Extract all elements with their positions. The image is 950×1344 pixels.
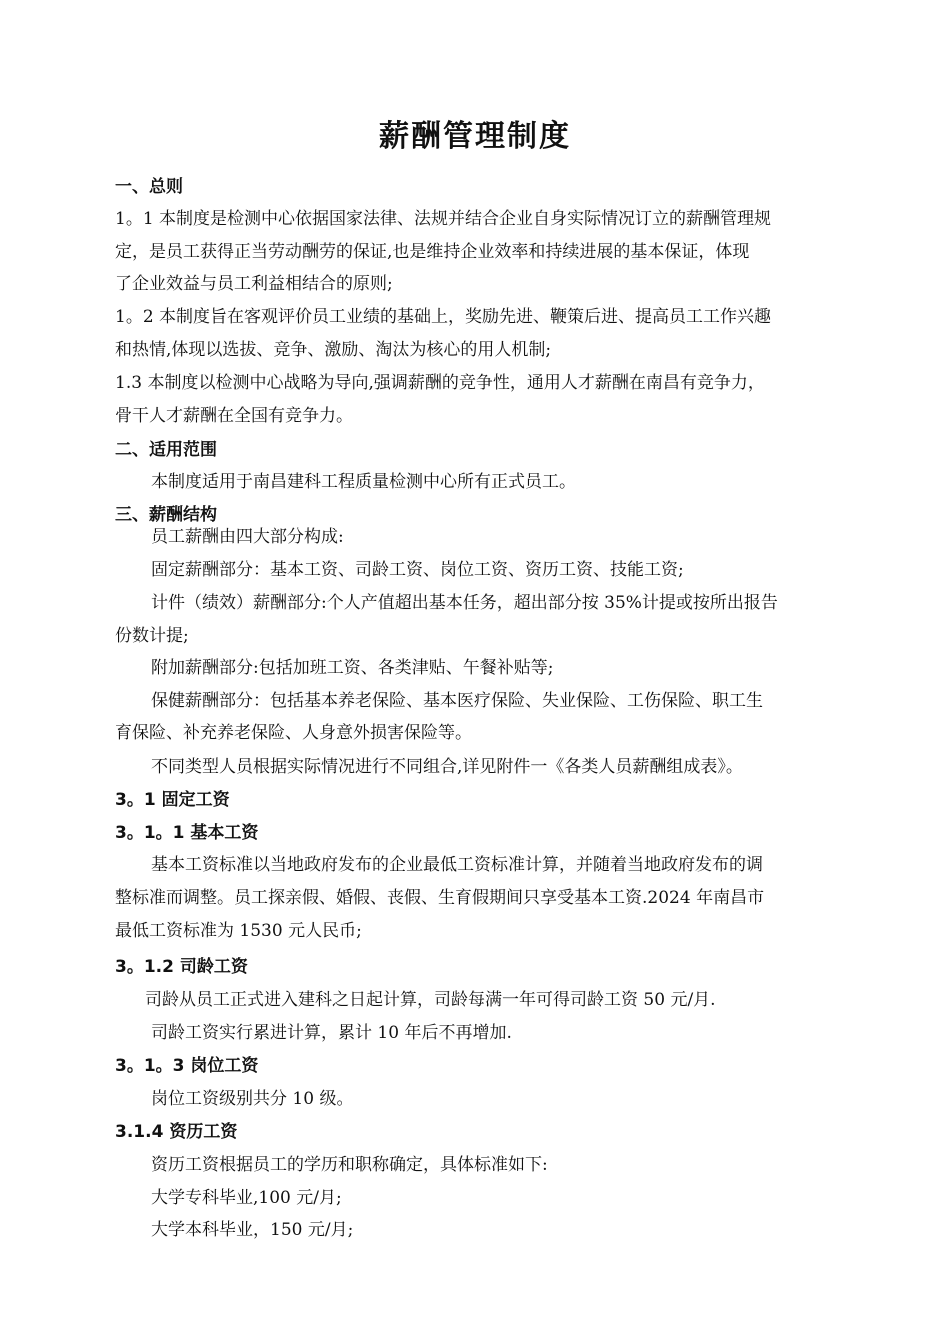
paragraph-line: 附加薪酬部分:包括加班工资、各类津贴、午餐补贴等; <box>151 658 554 678</box>
paragraph-line: 本制度适用于南昌建科工程质量检测中心所有正式员工。 <box>151 472 576 492</box>
paragraph-line: 大学本科毕业，150 元/月; <box>151 1220 354 1240</box>
paragraph-line: 司龄工资实行累进计算，累计 10 年后不再增加. <box>151 1023 512 1043</box>
paragraph-line: 最低工资标准为 1530 元人民币; <box>115 921 362 941</box>
subsection-heading-3-1-4: 3.1.4 资历工资 <box>115 1122 238 1142</box>
subsection-heading-3-1-3: 3。1。3 岗位工资 <box>115 1056 259 1076</box>
document-title: 薪酬管理制度 <box>379 119 571 154</box>
paragraph-line: 大学专科毕业,100 元/月; <box>151 1188 342 1208</box>
paragraph-line: 不同类型人员根据实际情况进行不同组合,详见附件一《各类人员薪酬组成表》。 <box>151 757 743 777</box>
subsection-heading-3-1-1: 3。1。1 基本工资 <box>115 823 259 843</box>
paragraph-line: 岗位工资级别共分 10 级。 <box>151 1089 354 1109</box>
subsection-heading-3-1: 3。1 固定工资 <box>115 790 230 810</box>
paragraph-line: 定，是员工获得正当劳动酬劳的保证,也是维持企业效率和持续进展的基本保证，体现 <box>115 242 750 262</box>
paragraph-line: 1.3 本制度以检测中心战略为导向,强调薪酬的竞争性，通用人才薪酬在南昌有竞争力， <box>115 373 765 393</box>
paragraph-line: 1。1 本制度是检测中心依据国家法律、法规并结合企业自身实际情况订立的薪酬管理规 <box>115 209 772 229</box>
section-heading-structure: 三、薪酬结构 <box>115 505 217 525</box>
paragraph-line: 保健薪酬部分：包括基本养老保险、基本医疗保险、失业保险、工伤保险、职工生 <box>151 691 763 711</box>
paragraph-line: 员工薪酬由四大部分构成: <box>151 527 344 547</box>
paragraph-line: 基本工资标准以当地政府发布的企业最低工资标准计算，并随着当地政府发布的调 <box>151 855 763 875</box>
paragraph-line: 了企业效益与员工利益相结合的原则; <box>115 274 393 294</box>
paragraph-line: 固定薪酬部分：基本工资、司龄工资、岗位工资、资历工资、技能工资; <box>151 560 684 580</box>
section-heading-scope: 二、适用范围 <box>115 440 217 460</box>
paragraph-line: 份数计提; <box>115 626 189 646</box>
paragraph-line: 资历工资根据员工的学历和职称确定，具体标准如下: <box>151 1155 548 1175</box>
paragraph-line: 计件（绩效）薪酬部分:个人产值超出基本任务，超出部分按 35%计提或按所出报告 <box>151 593 778 613</box>
paragraph-line: 育保险、补充养老保险、人身意外损害保险等。 <box>115 723 472 743</box>
paragraph-line: 骨干人才薪酬在全国有竞争力。 <box>115 406 353 426</box>
paragraph-line: 1。2 本制度旨在客观评价员工业绩的基础上，奖励先进、鞭策后进、提高员工工作兴趣 <box>115 307 772 327</box>
section-heading-general: 一、总则 <box>115 177 183 197</box>
paragraph-line: 和热情,体现以选拔、竞争、激励、淘汰为核心的用人机制; <box>115 340 552 360</box>
paragraph-line: 司龄从员工正式进入建科之日起计算，司龄每满一年可得司龄工资 50 元/月. <box>145 990 716 1010</box>
subsection-heading-3-1-2: 3。1.2 司龄工资 <box>115 957 248 977</box>
paragraph-line: 整标准而调整。员工探亲假、婚假、丧假、生育假期间只享受基本工资.2024 年南昌市 <box>115 888 765 908</box>
